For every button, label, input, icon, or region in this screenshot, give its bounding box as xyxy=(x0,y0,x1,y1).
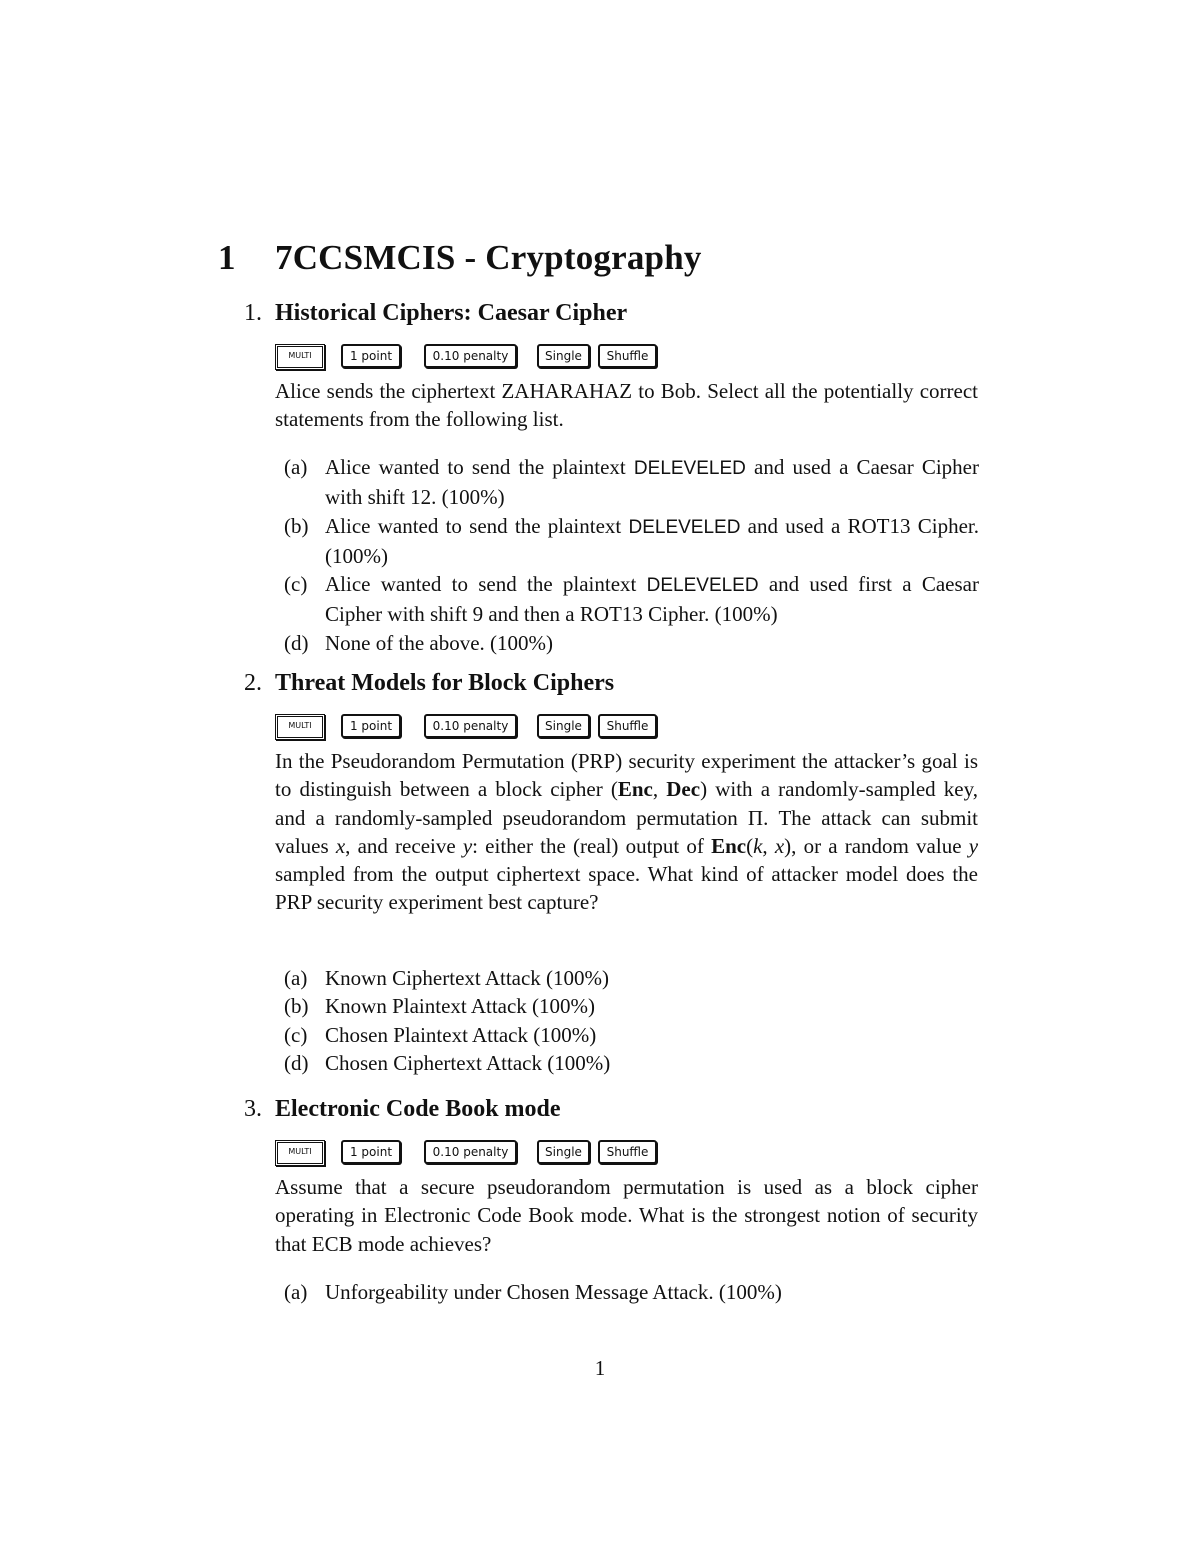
question-3-options xyxy=(284,1278,979,1306)
penalty-tag: 0.10 penalty xyxy=(424,714,517,738)
text-run: ) with a randomly-sampled key, and a randomly-sampled pseudorandom permutation Π. The attack can submit values xyxy=(275,777,979,858)
option-item xyxy=(284,570,979,629)
text-run: ( xyxy=(746,833,754,858)
question-1-title-text: Historical Ciphers: Caesar Cipher xyxy=(275,300,628,326)
option-text: Unforgeability under Chosen Message Attack. (100%) xyxy=(325,1280,782,1304)
mult-tag: MULTI xyxy=(275,714,325,740)
option-item xyxy=(284,453,979,512)
option-label: (a) xyxy=(284,1280,308,1304)
single-tag: Single xyxy=(537,1140,590,1164)
option-item xyxy=(284,964,979,992)
math-var: x xyxy=(774,833,785,858)
option-text: Alice wanted to send the plaintext xyxy=(325,572,647,597)
mult-tag: MULTI xyxy=(275,1140,325,1166)
plaintext-word: DELEVELED xyxy=(628,516,741,538)
mult-tag: MULTI xyxy=(275,344,325,370)
question-2-text xyxy=(275,747,978,917)
single-tag: Single xyxy=(537,714,590,738)
enc-term: Enc xyxy=(617,777,653,802)
option-text: Chosen Ciphertext Attack (100%) xyxy=(325,1050,611,1075)
dec-term: Dec xyxy=(666,777,701,802)
option-text: Chosen Plaintext Attack (100%) xyxy=(325,1022,597,1047)
question-1-tags xyxy=(275,344,675,370)
single-tag: Single xyxy=(537,344,590,368)
option-text: Known Plaintext Attack (100%) xyxy=(325,994,596,1019)
text-run: , xyxy=(762,833,775,858)
option-text: and used a Caesar Cipher with shift 12. (100%) xyxy=(325,455,979,510)
option-text: Known Ciphertext Attack (100%) xyxy=(325,966,610,990)
question-1-title xyxy=(244,300,627,327)
question-2-number: 2. xyxy=(244,670,262,696)
option-label: (b) xyxy=(284,513,309,538)
question-2-title xyxy=(244,670,614,697)
option-label: (a) xyxy=(284,966,308,990)
question-3-tags xyxy=(275,1140,675,1166)
option-label: (c) xyxy=(284,572,308,597)
question-1-number: 1. xyxy=(244,300,262,326)
question-3-title xyxy=(244,1096,561,1123)
math-var: k xyxy=(753,833,763,858)
points-tag: 1 point xyxy=(341,1140,401,1164)
option-item xyxy=(284,992,979,1020)
question-3-number: 3. xyxy=(244,1096,262,1122)
math-var: y xyxy=(968,833,979,858)
plaintext-word: DELEVELED xyxy=(646,575,759,597)
option-label: (a) xyxy=(284,455,308,479)
section-title xyxy=(218,238,702,278)
points-tag: 1 point xyxy=(341,714,401,738)
option-item xyxy=(284,1021,979,1049)
page-number: 1 xyxy=(594,1356,606,1380)
text-run: , and receive xyxy=(345,833,463,858)
shuffle-tag: Shuffle xyxy=(598,344,657,368)
option-text: None of the above. (100%) xyxy=(325,630,554,655)
text-run: : either the (real) output of xyxy=(472,833,712,858)
option-label: (c) xyxy=(284,1022,308,1047)
points-tag: 1 point xyxy=(341,344,401,368)
text-run: , xyxy=(652,777,667,802)
math-var: y xyxy=(462,833,473,858)
shuffle-tag: Shuffle xyxy=(598,1140,657,1164)
question-1-text: Alice sends the ciphertext ZAHARAHAZ to Bob. Select all the potentially correct statements from the following list. xyxy=(275,379,978,432)
question-2-title-text: Threat Models for Block Ciphers xyxy=(275,670,615,696)
question-3-text: Assume that a secure pseudorandom permutation is used as a block cipher operating in Electronic Code Book mode. What is the strongest notion of security that ECB mode achieves? xyxy=(275,1175,978,1256)
option-label: (d) xyxy=(284,630,309,655)
section-title-text: 7CCSMCIS - Cryptography xyxy=(275,238,702,277)
penalty-tag: 0.10 penalty xyxy=(424,344,517,368)
math-var: x xyxy=(335,833,346,858)
text-run: In the Pseudorandom Permutation (PRP) security experiment the attacker’s goal is to distinguish between a block cipher ( xyxy=(275,749,978,802)
option-text: and used a ROT13 Cipher. (100%) xyxy=(325,513,979,568)
question-3-title-text: Electronic Code Book mode xyxy=(275,1096,561,1122)
option-text: and used first a Caesar Cipher with shift 9 and then a ROT13 Cipher. (100%) xyxy=(325,572,979,627)
question-1-options xyxy=(284,453,979,657)
question-2-options xyxy=(284,964,979,1077)
plaintext-word: DELEVELED xyxy=(633,458,746,479)
shuffle-tag: Shuffle xyxy=(598,714,657,738)
option-item xyxy=(284,512,979,571)
option-item xyxy=(284,1049,979,1077)
text-run: sampled from the output ciphertext space. What kind of attacker model does the PRP security experiment best capture? xyxy=(275,862,978,915)
question-2-tags xyxy=(275,714,675,740)
option-label: (d) xyxy=(284,1050,309,1075)
option-text: Alice wanted to send the plaintext xyxy=(325,455,634,479)
option-item xyxy=(284,629,979,657)
enc-term: Enc xyxy=(711,833,747,858)
option-item xyxy=(284,1278,979,1306)
text-run: ), or a random value xyxy=(784,833,969,858)
option-label: (b) xyxy=(284,994,309,1019)
penalty-tag: 0.10 penalty xyxy=(424,1140,517,1164)
section-number: 1 xyxy=(218,238,236,277)
option-text: Alice wanted to send the plaintext xyxy=(325,513,629,538)
